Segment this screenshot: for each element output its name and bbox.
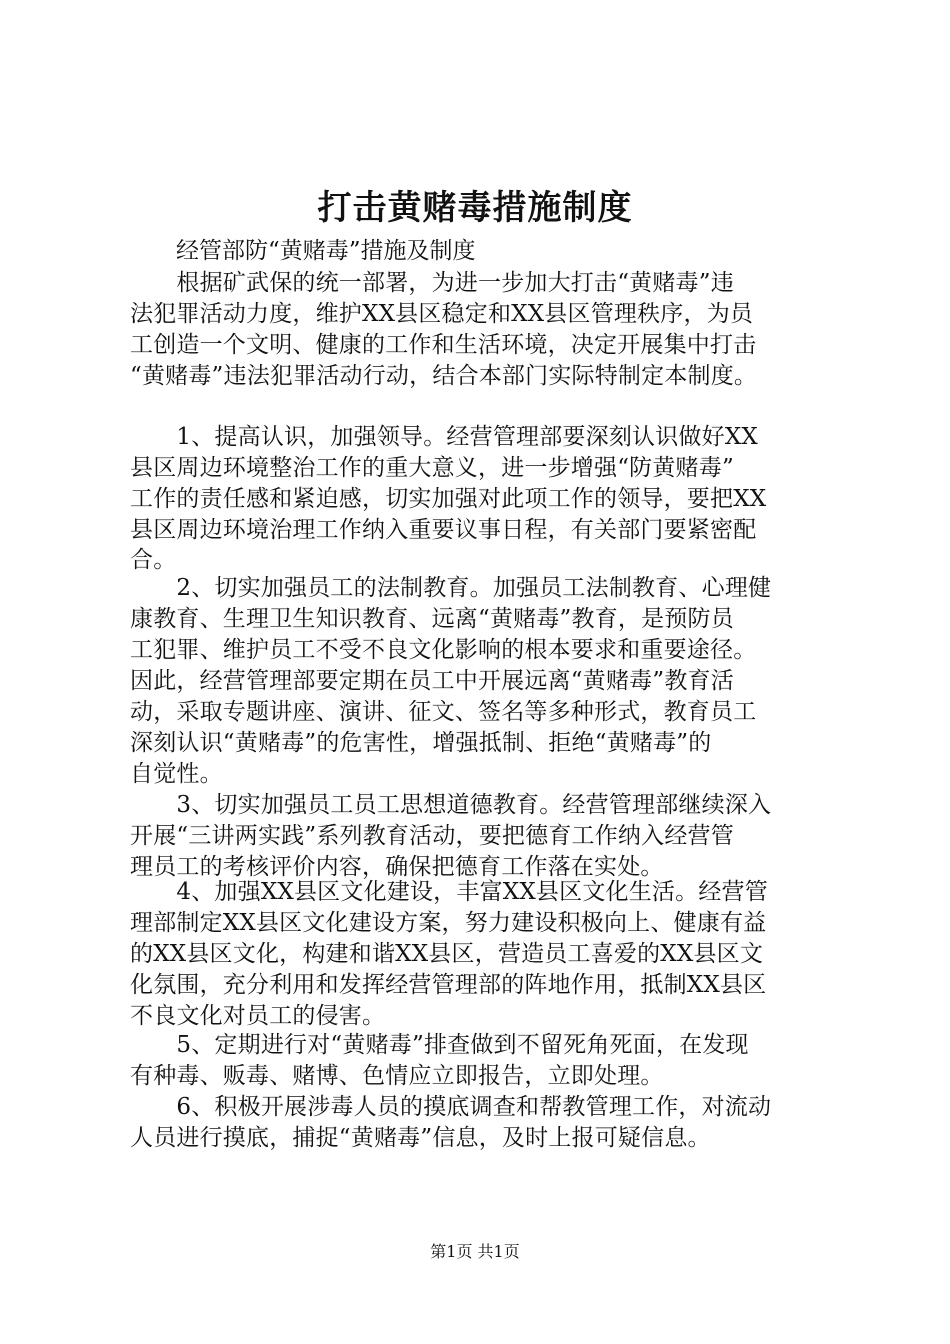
text-line: “黄赌毒”违法犯罪活动行动，结合本部门实际特制定本制度。: [130, 363, 758, 389]
text-line: 因此，经营管理部要定期在员工中开展远离“黄赌毒”教育活: [130, 668, 734, 694]
text-line: 不良文化对员工的侵害。: [130, 1003, 386, 1029]
text-line: 工创造一个文明、健康的工作和生活环境，决定开展集中打击: [130, 332, 757, 358]
text-line: 动，采取专题讲座、演讲、征文、签名等多种形式，教育员工: [130, 699, 757, 725]
document-subtitle: 经管部防“黄赌毒”措施及制度: [176, 238, 476, 264]
document-title: 打击黄赌毒措施制度: [317, 188, 633, 228]
text-line: 康教育、生理卫生知识教育、远离“黄赌毒”教育，是预防员: [130, 606, 734, 632]
text-line: 1、提高认识，加强领导。经营管理部要深刻认识做好XX: [130, 424, 758, 450]
text-line: 2、切实加强员工的法制教育。加强员工法制教育、心理健: [130, 575, 772, 601]
text-line: 县区周边环境整治工作的重大意义，进一步增强“防黄赌毒”: [130, 455, 734, 481]
text-line: 的XX县区文化，构建和谐XX县区，营造员工喜爱的XX县区文: [130, 941, 764, 967]
text-line: 人员进行摸底，捕捉“黄赌毒”信息，及时上报可疑信息。: [130, 1125, 711, 1151]
text-line: 4、加强XX县区文化建设，丰富XX县区文化生活。经营管: [130, 879, 768, 905]
text-line: 根据矿武保的统一部署，为进一步加大打击“黄赌毒”违: [130, 270, 734, 296]
text-line: 5、定期进行对“黄赌毒”排查做到不留死角死面，在发现: [130, 1032, 749, 1058]
text-line: 县区周边环境治理工作纳入重要议事日程，有关部门要紧密配: [130, 517, 757, 543]
text-line: 理员工的考核评价内容，确保把德育工作落在实处。: [130, 854, 664, 880]
text-line: 开展“三讲两实践”系列教育活动，要把德育工作纳入经营管: [130, 823, 734, 849]
text-line: 有种毒、贩毒、赌博、色情应立即报告，立即处理。: [130, 1063, 664, 1089]
text-line: 理部制定XX县区文化建设方案，努力建设积极向上、健康有益: [130, 910, 767, 936]
page-footer: 第1页 共1页: [430, 1242, 520, 1261]
text-line: 工犯罪、维护员工不受不良文化影响的根本要求和重要途径。: [130, 637, 757, 663]
text-line: 合。: [130, 547, 177, 573]
text-line: 化氛围，充分利用和发挥经营管理部的阵地作用，抵制XX县区: [130, 972, 767, 998]
text-line: 深刻认识“黄赌毒”的危害性，增强抵制、拒绝“黄赌毒”的: [130, 730, 712, 756]
text-line: 法犯罪活动力度，维护XX县区稳定和XX县区管理秩序，为员: [130, 301, 754, 327]
text-line: 自觉性。: [130, 761, 223, 787]
text-line: 工作的责任感和紧迫感，切实加强对此项工作的领导，要把XX: [130, 486, 767, 512]
text-line: 3、切实加强员工员工思想道德教育。经营管理部继续深入: [130, 792, 772, 818]
text-line: 6、积极开展涉毒人员的摸底调查和帮教管理工作，对流动: [130, 1094, 772, 1120]
